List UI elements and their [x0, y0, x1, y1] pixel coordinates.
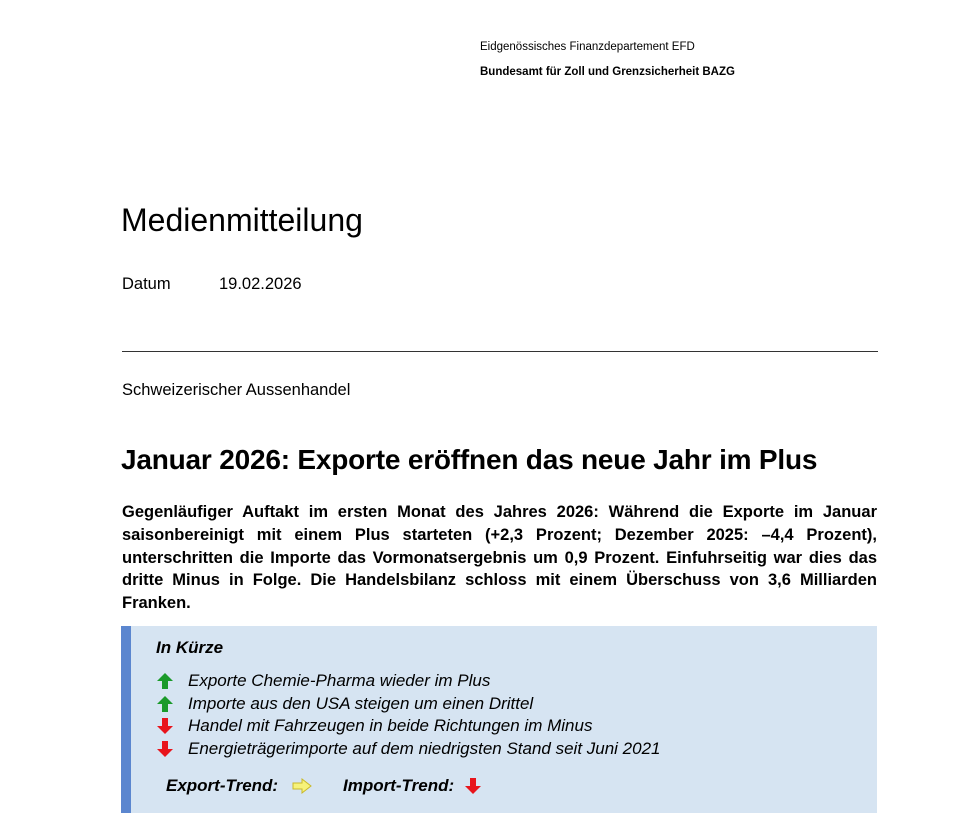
export-trend-label: Export-Trend:: [166, 776, 279, 795]
arrow-down-red-icon: [464, 777, 482, 795]
summary-item: [155, 670, 661, 693]
section-label: Schweizerischer Aussenhandel: [122, 381, 351, 399]
summary-list: [155, 670, 661, 760]
arrow-up-green-icon: [155, 694, 175, 714]
summary-item-text: Energieträgerimporte auf dem niedrigsten Stand seit Juni 2021: [188, 739, 661, 759]
import-trend-label: Import-Trend:: [343, 776, 455, 795]
summary-box-title: In Kürze: [156, 638, 224, 657]
office-name: Bundesamt für Zoll und Grenzsicherheit BAZG: [480, 66, 735, 78]
arrow-down-red-icon: [155, 716, 175, 736]
summary-box-accent-bar: [121, 626, 131, 813]
date-label: Datum: [122, 275, 171, 293]
arrow-down-red-icon: [155, 739, 175, 759]
lead-paragraph: Gegenläufiger Auftakt im ersten Monat des Jahres 2026: Während die Exporte im Januar saisonbereinigt mit einem Plus starteten (+2,3 Prozent; Dezember 2025: –4,4 Prozent), unterschritten die Importe das Vormonatsergebnis um 0,9 Prozent. Einfuhrseitig war dies das dritte Minus in Folge. Die Handelsbilanz schloss mit einem Überschuss von 3,6 Milliarden Franken.: [122, 503, 877, 613]
document-type-title: Medienmitteilung: [121, 202, 363, 238]
date-value: 19.02.2026: [219, 275, 302, 293]
divider: [122, 351, 878, 352]
department-name: Eidgenössisches Finanzdepartement EFD: [480, 41, 695, 53]
summary-item-text: Importe aus den USA steigen um einen Drittel: [188, 693, 534, 713]
summary-item-text: Exporte Chemie-Pharma wieder im Plus: [188, 671, 491, 691]
arrow-up-green-icon: [155, 671, 175, 691]
summary-box: [121, 626, 877, 813]
summary-item: [155, 693, 661, 716]
headline: Januar 2026: Exporte eröffnen das neue Jahr im Plus: [121, 444, 818, 475]
arrow-right-yellow-icon: [292, 778, 312, 794]
import-trend: [343, 776, 482, 796]
summary-item-text: Handel mit Fahrzeugen in beide Richtungen im Minus: [188, 716, 593, 736]
summary-item: [155, 738, 661, 761]
summary-item: [155, 715, 661, 738]
export-trend: [166, 776, 312, 796]
